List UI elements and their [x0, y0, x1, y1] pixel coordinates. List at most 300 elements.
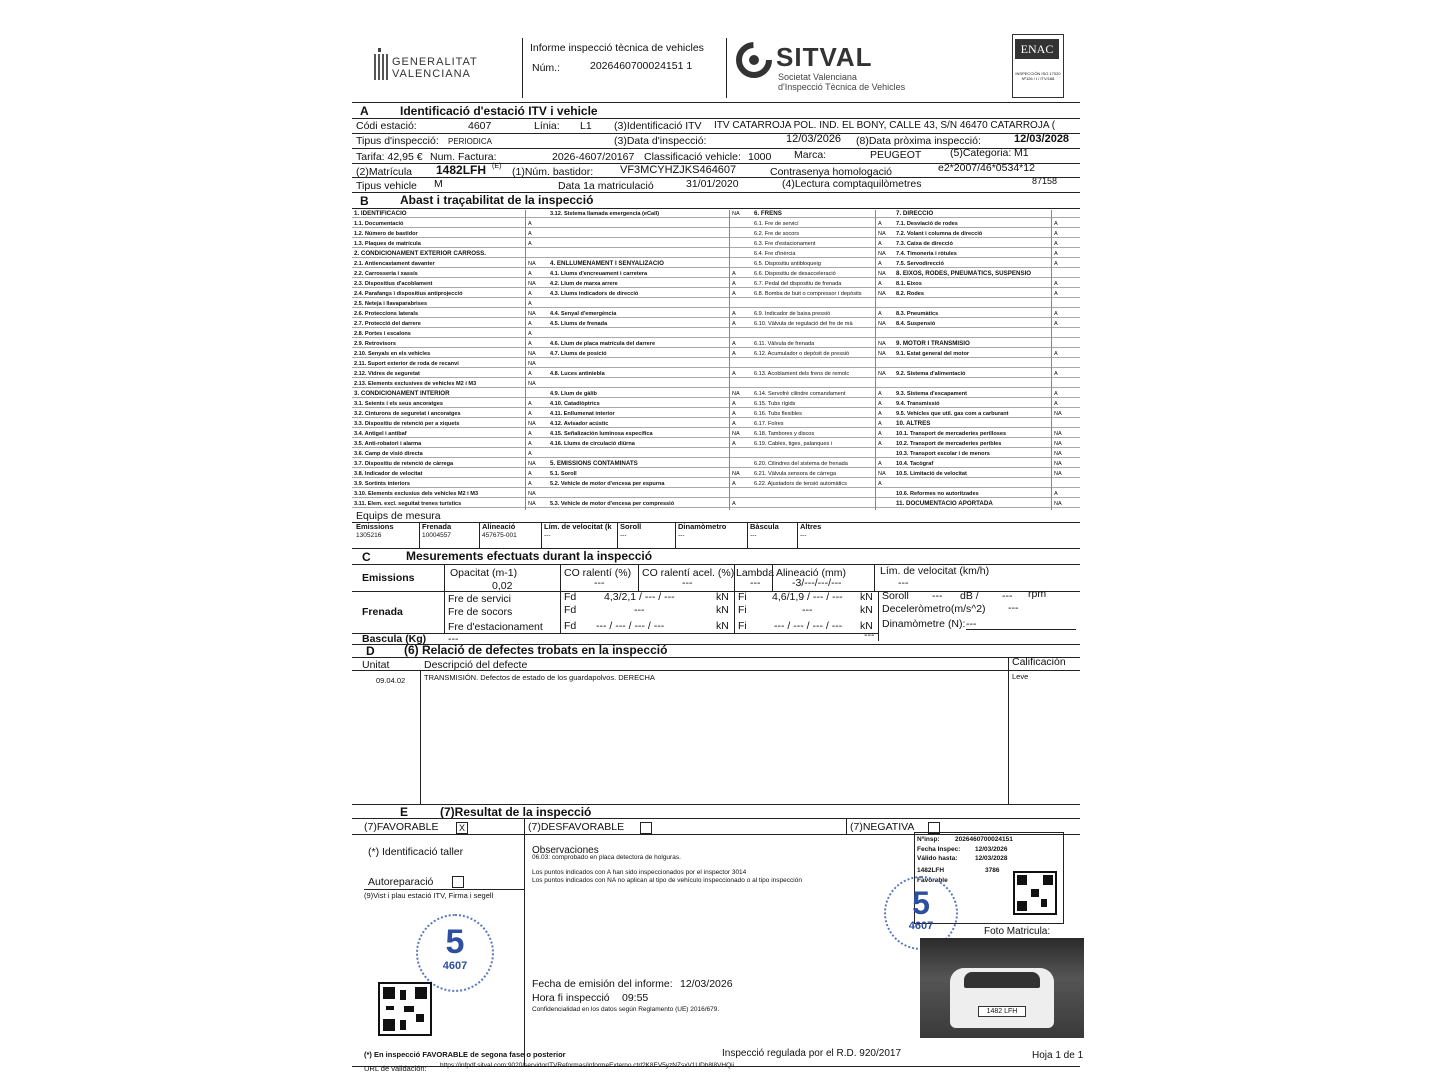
scope-item-status: NA — [732, 431, 740, 437]
sticker-ninsp-label: Nºinsp: — [917, 836, 940, 843]
report-num-value: 2026460700024151 1 — [590, 60, 693, 72]
scope-item — [894, 350, 1080, 358]
footer-note: (*) En inspecció FAVORABLE de segona fase o posterior — [364, 1050, 566, 1059]
scope-row-line — [752, 467, 894, 468]
section-e-letter: E — [400, 805, 409, 819]
scope-item-status: A — [732, 291, 736, 297]
scope-item-status: NA — [528, 361, 536, 367]
stamp-number-right: 5 — [912, 885, 930, 921]
scope-item-status: A — [732, 421, 736, 427]
scope-row-line — [548, 337, 752, 338]
scope-item — [548, 370, 752, 378]
scope-item-status: NA — [878, 471, 886, 477]
opacitat-value: 0,02 — [492, 580, 513, 592]
scope-item-status: A — [732, 281, 736, 287]
scope-item — [752, 310, 894, 318]
scope-row-line — [752, 497, 894, 498]
scope-item-status: A — [878, 421, 882, 427]
codi-value: 4607 — [468, 120, 492, 132]
scope-item-label: 1.1. Documentació — [354, 221, 404, 227]
lambda-value: --- — [750, 577, 761, 589]
scope-item — [548, 390, 752, 398]
scope-item — [352, 270, 548, 278]
scope-item-label: 4.5. Llums de frenada — [550, 321, 608, 327]
scope-item-label: 3.8. Indicador de velocitat — [354, 471, 423, 477]
scope-item — [548, 280, 752, 288]
emision-value: 12/03/2026 — [680, 978, 733, 990]
scope-row-line — [894, 397, 1080, 398]
scope-item-status: A — [1054, 391, 1058, 397]
scope-item-label: 6.17. Folres — [754, 421, 784, 427]
scope-item-label: 2.5. Neteja i llavaparabrises — [354, 301, 428, 307]
equip-value: 1305216 — [356, 532, 382, 539]
opacitat-label: Opacitat (m-1) — [450, 567, 518, 579]
defect-unitat: 09.04.02 — [376, 676, 406, 685]
scope-item-status: NA — [528, 461, 536, 467]
scope-item — [352, 210, 548, 218]
enac-name: ENAC — [1015, 39, 1059, 59]
categoria-label: (5)Categoria: — [950, 147, 1012, 159]
marca-value: PEUGEOT — [870, 149, 922, 161]
section-a-letter: A — [360, 104, 369, 118]
scope-item-label: 6.21. Vàlvula sensora de càrrega — [754, 471, 837, 477]
scope-item — [894, 480, 1080, 488]
classif-value: 1000 — [748, 151, 772, 163]
scope-item — [894, 430, 1080, 438]
scope-item-label: 6.22. Ajustadors de tensió automàtics — [754, 481, 847, 487]
scope-row-line — [894, 297, 1080, 298]
scope-item-label: 2.2. Carrosseria i xassís — [354, 271, 418, 277]
confid-text: Confidencialidad en los datos según Reglamento (UE) 2016/679. — [532, 1006, 720, 1013]
scope-item-label: 4.11. Enllumenat interior — [550, 411, 615, 417]
scope-row-line — [894, 307, 1080, 308]
col-calif: Calificación — [1012, 656, 1066, 668]
scope-item-status: A — [1054, 321, 1058, 327]
scope-row-line — [548, 427, 752, 428]
scope-item — [352, 330, 548, 338]
scope-item — [752, 210, 894, 218]
scope-row-line — [352, 307, 548, 308]
scope-item — [894, 490, 1080, 498]
gov-name-2: VALENCIANA — [392, 68, 471, 80]
scope-item — [352, 500, 548, 508]
scope-item — [548, 470, 752, 478]
scope-row-line — [548, 227, 752, 228]
scope-item-status: NA — [528, 421, 536, 427]
scope-column-divider — [875, 210, 876, 510]
equips-title: Equips de mesura — [356, 510, 441, 522]
footer-url-value[interactable]: https://infpdf.sitval.com:9020/servidorITVReformas/informeExterno.ctrl?K8EV5yzNZsxV1UDb8l8VHQii — [440, 1062, 735, 1069]
scope-item — [752, 300, 894, 308]
col-desc: Descripció del defecte — [424, 659, 528, 671]
scope-item-label: 11. DOCUMENTACIÓ APORTADA — [896, 500, 993, 507]
scope-item — [352, 280, 548, 288]
scope-item-label: 4.7. Llums de posició — [550, 351, 607, 357]
scope-item — [352, 370, 548, 378]
scope-item-label: 1.2. Número de bastidor — [354, 231, 418, 237]
scope-row-line — [548, 487, 752, 488]
scope-item-label: 4.4. Senyal d'emergència — [550, 311, 617, 317]
taller-label: (*) Identificació taller — [368, 846, 464, 858]
fi-socors-kn: kN — [860, 604, 873, 616]
fd-socors-value: --- — [634, 604, 645, 616]
scope-item — [548, 380, 752, 388]
scope-item-status: NA — [1054, 431, 1062, 437]
scope-item — [548, 420, 752, 428]
scope-row-line — [352, 507, 548, 508]
scope-item-status: A — [1054, 351, 1058, 357]
scope-row-line — [548, 287, 752, 288]
scope-row-line — [894, 347, 1080, 348]
scope-item — [548, 450, 752, 458]
favorable-label: (7)FAVORABLE — [364, 821, 439, 833]
scope-item — [752, 280, 894, 288]
scope-item-status: A — [878, 261, 882, 267]
scope-item-status: A — [1054, 261, 1058, 267]
scope-row-line — [894, 337, 1080, 338]
scope-item-label: 6.20. Cilindres del sistema de frenada — [754, 461, 848, 467]
scope-item-label: 6.9. Indicador de baixa pressió — [754, 311, 831, 317]
scope-row-line — [548, 467, 752, 468]
scope-item — [548, 350, 752, 358]
section-d-letter: D — [366, 644, 375, 658]
scope-item-label: 6.6. Dispositiu de desacceleració — [754, 271, 836, 277]
section-d-title: (6) Relació de defectes trobats en la inspecció — [404, 643, 668, 657]
equip-name: Bàscula — [750, 522, 779, 531]
scope-row-line — [752, 347, 894, 348]
fd-servici-value: 4,3/2,1 / --- / --- — [604, 591, 675, 603]
desfavorable-checkbox[interactable] — [640, 822, 652, 834]
footer-regulada: Inspecció regulada por el R.D. 920/2017 — [722, 1048, 902, 1059]
equip-value: 457675-001 — [482, 532, 517, 539]
scope-item — [752, 500, 894, 508]
scope-item — [352, 290, 548, 298]
scope-item — [894, 460, 1080, 468]
soroll-value: --- — [932, 590, 943, 602]
scope-item-label: 2.10. Senyals en els vehicles — [354, 351, 431, 357]
scope-item — [352, 440, 548, 448]
scope-item — [752, 490, 894, 498]
equip-divider — [479, 522, 480, 548]
scope-item-status: NA — [528, 491, 536, 497]
equip-value: 10004557 — [422, 532, 451, 539]
fi-servici-kn: kN — [860, 591, 873, 603]
scope-item-status: NA — [1054, 471, 1062, 477]
scope-item-label: 6.10. Vàlvula de regulació del fre de mà — [754, 321, 853, 327]
scope-item — [352, 230, 548, 238]
scope-item-status: A — [528, 451, 532, 457]
scope-row-line — [548, 247, 752, 248]
section-a-title: Identificació d'estació ITV i vehicle — [400, 104, 598, 118]
soroll-db: dB / — [960, 590, 979, 602]
scope-row-line — [352, 237, 548, 238]
scope-item-label: 2.1. Antiencastament davanter — [354, 261, 435, 267]
scope-item — [548, 310, 752, 318]
foto-label: Foto Matricula: — [984, 926, 1051, 937]
scope-item — [352, 480, 548, 488]
scope-row-line — [752, 397, 894, 398]
scope-item-label: 8.3. Pneumàtics — [896, 311, 939, 317]
scope-row-line — [352, 227, 548, 228]
scope-item-label: 2. CONDICIONAMENT EXTERIOR CARROSS. — [354, 250, 487, 257]
stamp-number-left: 5 — [445, 923, 465, 961]
emissions-label: Emissions — [362, 572, 415, 584]
scope-item — [752, 460, 894, 468]
scope-row-line — [894, 477, 1080, 478]
lectura-value: 87158 — [1032, 176, 1058, 186]
emision-label: Fecha de emisión del informe: — [532, 978, 673, 990]
tarifa-label: Tarifa: 42,95 € — [356, 151, 423, 163]
scope-item — [752, 340, 894, 348]
scope-item-label: 9. MOTOR I TRANSMISIÓ — [896, 340, 970, 347]
matricula-sup: (E) — [492, 163, 502, 170]
scope-item-status: A — [528, 471, 532, 477]
scope-row-line — [894, 257, 1080, 258]
scope-item — [752, 440, 894, 448]
scope-row-line — [548, 447, 752, 448]
factura-value: 2026-4607/20167 — [552, 151, 635, 163]
scope-item-status: NA — [1054, 411, 1062, 417]
scope-item — [894, 330, 1080, 338]
scope-item — [752, 360, 894, 368]
fi-socors-value: --- — [802, 604, 813, 616]
scope-row-line — [894, 437, 1080, 438]
scope-item — [894, 300, 1080, 308]
scope-item-label: 6.16. Tubs flexibles — [754, 411, 802, 417]
scope-item — [894, 500, 1080, 508]
scope-row-line — [352, 387, 548, 388]
scope-item-status: A — [732, 481, 736, 487]
scope-item-label: 4.15. Señalización luminosa específica — [550, 431, 653, 437]
scope-item — [548, 270, 752, 278]
scope-item-label: 6.8. Bomba de buit o compressor i depòsits — [754, 291, 862, 297]
sitval-logo — [736, 42, 936, 92]
scope-item — [752, 390, 894, 398]
scope-item-label: 2.3. Dispositius d'acoblament — [354, 281, 433, 287]
obs-line-2: Los puntos indicados con A han sido inspeccionados por el inspector 3014 — [532, 869, 747, 876]
footer-hoja: Hoja 1 de 1 — [1032, 1050, 1084, 1061]
favorable-checkbox[interactable]: X — [456, 822, 468, 834]
autorep-label: Autoreparació — [368, 876, 434, 888]
scope-item-label: 3.11. Elem. excl. seguitat trenes turístics — [354, 501, 462, 507]
scope-item — [352, 250, 548, 258]
scope-item-label: 7.5. Servodirecció — [896, 261, 944, 267]
scope-row-line — [752, 377, 894, 378]
enac-badge — [1012, 34, 1064, 98]
scope-item-label: 6.12. Acumulador o depòsit de pressió — [754, 351, 850, 357]
scope-item-label: 6.2. Fre de socors — [754, 231, 800, 237]
scope-item — [352, 450, 548, 458]
scope-row-line — [752, 357, 894, 358]
scope-item-status: A — [528, 431, 532, 437]
scope-item-status: A — [878, 411, 882, 417]
sticker-fecha-label: Fecha Inspec: — [917, 846, 961, 853]
codi-label: Códi estació: — [356, 120, 417, 132]
scope-item-label: 2.7. Protecció del darrere — [354, 321, 421, 327]
fi-servici-value: 4,6/1,9 / --- / --- — [772, 591, 843, 603]
scope-item-status: NA — [878, 371, 886, 377]
sticker-valido-label: Válido hasta: — [917, 855, 958, 862]
scope-item — [752, 410, 894, 418]
scope-row-line — [752, 327, 894, 328]
scope-item — [894, 220, 1080, 228]
scope-item — [894, 340, 1080, 348]
scope-item-status: A — [528, 271, 532, 277]
scope-row-line — [352, 417, 548, 418]
scope-item — [752, 480, 894, 488]
scope-item-label: 9.4. Transmissió — [896, 401, 940, 407]
scope-item-status: A — [1054, 281, 1058, 287]
scope-item — [352, 430, 548, 438]
scope-item-status: NA — [732, 211, 740, 217]
scope-item-label: 6.18. Tambores y discos — [754, 431, 815, 437]
scope-item-label: 7.4. Timoneria i ròtules — [896, 251, 957, 257]
scope-item — [894, 240, 1080, 248]
scope-item-status: A — [732, 321, 736, 327]
scope-row-line — [548, 317, 752, 318]
scope-item — [752, 290, 894, 298]
fd-socors-label: Fd — [564, 604, 577, 616]
scope-item-status: A — [732, 311, 736, 317]
scope-item-status: NA — [528, 281, 536, 287]
fd-servici-kn: kN — [716, 591, 729, 603]
ident-label: (3)Identificació ITV — [614, 120, 702, 132]
scope-item-label: 8.4. Suspensió — [896, 321, 936, 327]
autorep-checkbox[interactable] — [452, 876, 464, 888]
alineacio-value: -3/---/---/--- — [792, 577, 842, 589]
scope-item — [548, 410, 752, 418]
equip-divider — [541, 522, 542, 548]
equip-divider — [747, 522, 748, 548]
scope-item — [894, 400, 1080, 408]
matricula-value: 1482LFH — [436, 163, 487, 177]
dinam-label: Dinamòmetre (N): — [882, 618, 966, 630]
scope-item-status: A — [732, 341, 736, 347]
car-plate: 1482 LFH — [978, 1006, 1026, 1017]
scope-column-divider — [1051, 210, 1052, 510]
equip-value: --- — [800, 532, 807, 539]
scope-item — [752, 260, 894, 268]
scope-item-status: A — [528, 321, 532, 327]
obs-line-3: Los puntos indicados con NA no aplican al tipo de vehículo inspeccionado o al tipo inspección — [532, 877, 802, 884]
fi-estac-label: Fi — [738, 620, 747, 632]
scope-column-divider — [729, 210, 730, 510]
scope-row-line — [352, 327, 548, 328]
scope-row-line — [548, 377, 752, 378]
scope-row-line — [894, 497, 1080, 498]
scope-row-line — [752, 337, 894, 338]
scope-item — [352, 410, 548, 418]
visti-label: (9)Vist i plau estació ITV, Firma i segell — [364, 891, 494, 900]
matricula-label: (2)Matrícula — [356, 166, 413, 178]
scope-row-line — [894, 317, 1080, 318]
scope-item-status: A — [878, 401, 882, 407]
linia-value: L1 — [580, 120, 592, 132]
scope-row-line — [548, 257, 752, 258]
scope-row-line — [548, 477, 752, 478]
scope-row-line — [352, 457, 548, 458]
marca-label: Marca: — [794, 149, 827, 161]
scope-item-status: A — [878, 221, 882, 227]
bascula-label: Bascula (Kg) — [362, 633, 427, 645]
scope-item — [548, 320, 752, 328]
fd-socors-kn: kN — [716, 604, 729, 616]
scope-item-label: 8.2. Rodes — [896, 291, 924, 297]
scope-item-status: A — [1054, 221, 1058, 227]
scope-item-status: NA — [732, 471, 740, 477]
scope-item — [352, 340, 548, 348]
lectura-label: (4)Lectura comptaquilòmetres — [782, 178, 922, 190]
scope-item-label: 7. DIRECCIÓ — [896, 210, 934, 217]
scope-item-status: A — [1054, 291, 1058, 297]
scope-item-status: A — [528, 331, 532, 337]
scope-row-line — [752, 257, 894, 258]
linia-label: Línia: — [534, 120, 560, 132]
sticker-qr-code — [1013, 871, 1057, 915]
scope-row-line — [352, 467, 548, 468]
company-sub-2: d'Inspecció Tècnica de Vehicles — [778, 82, 906, 92]
ident-value: ITV CATARROJA POL. IND. EL BONY, CALLE 43, S/N 46470 CATARROJA ( — [714, 120, 1056, 131]
vehicle-photo — [920, 938, 1084, 1038]
scope-item — [752, 380, 894, 388]
fd-estac-value: --- / --- / --- / --- — [596, 620, 665, 632]
scope-item-label: 10.6. Reformes no autoritzades — [896, 491, 979, 497]
scope-item — [894, 260, 1080, 268]
scope-item-status: A — [732, 441, 736, 447]
scope-item-status: NA — [1054, 451, 1062, 457]
scope-item-label: 6.1. Fre de servici — [754, 221, 799, 227]
company-sub-1: Societat Valenciana — [778, 72, 857, 82]
scope-row-line — [352, 287, 548, 288]
scope-row-line — [352, 407, 548, 408]
scope-item-label: 10.1. Transport de mercaderies perilloses — [896, 431, 1007, 437]
fd-servici-label: Fd — [564, 591, 577, 603]
decel-label: Deceleròmetro(m/s^2) — [882, 603, 986, 615]
inspection-scope-grid — [352, 210, 1080, 512]
soroll-rpm-value: --- — [1002, 590, 1013, 602]
scope-row-line — [548, 457, 752, 458]
scope-item-status: A — [528, 241, 532, 247]
scope-item-label: 4.6. Llum de placa matrícula del darrere — [550, 341, 656, 347]
equip-divider — [675, 522, 676, 548]
scope-row-line — [548, 367, 752, 368]
scope-item-label: 6. FRENS — [754, 210, 782, 217]
scope-item-status: NA — [528, 261, 536, 267]
tipus-value: PERIODICA — [448, 137, 493, 146]
hora-value: 09:55 — [622, 992, 649, 1004]
gov-name-1: GENERALITAT — [392, 56, 478, 68]
scope-item — [894, 440, 1080, 448]
co-acel-value: --- — [682, 577, 693, 589]
obs-title: Observaciones — [532, 845, 599, 856]
scope-item — [548, 360, 752, 368]
scope-item-status: A — [1054, 231, 1058, 237]
scope-item — [752, 330, 894, 338]
scope-row-line — [894, 407, 1080, 408]
equip-divider — [797, 522, 798, 548]
scope-item-status: A — [528, 411, 532, 417]
scope-item-label: 10.4. Tacògraf — [896, 461, 934, 467]
scope-row-line — [894, 277, 1080, 278]
proxima-value: 12/03/2028 — [1014, 133, 1070, 145]
scope-item — [548, 220, 752, 228]
tipus-veh-label: Tipus vehicle — [356, 180, 417, 192]
scope-row-line — [548, 307, 752, 308]
scope-item-label: 3.9. Sortints interiors — [354, 481, 410, 487]
scope-item-label: 9.2. Sistema d'alimentació — [896, 371, 966, 377]
scope-item-status: A — [878, 431, 882, 437]
co-ralenti-label: CO ralentí (%) — [564, 567, 632, 579]
